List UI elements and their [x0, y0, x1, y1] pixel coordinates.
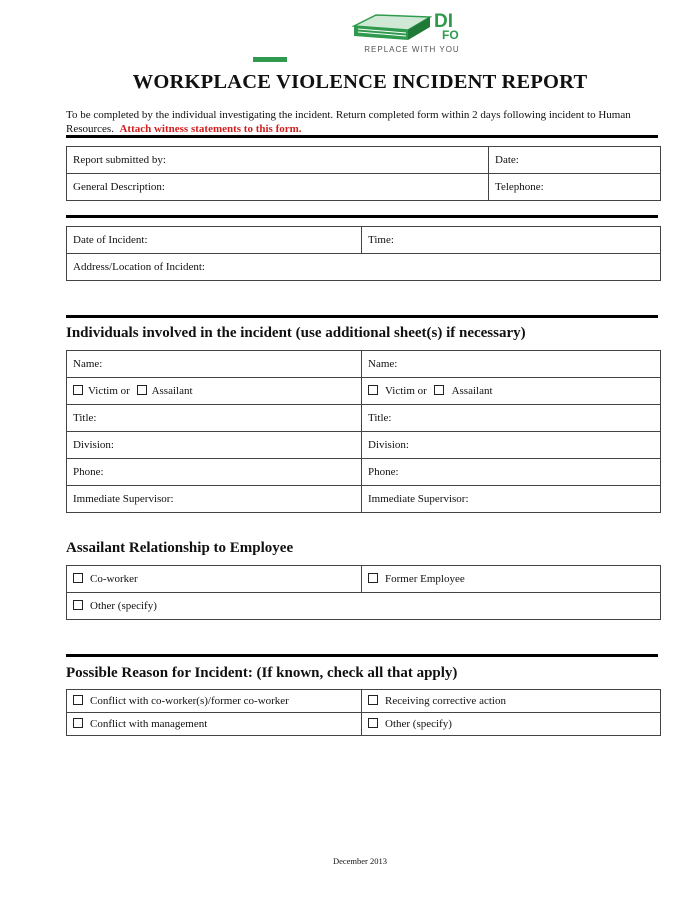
reason-table	[66, 689, 661, 736]
incident-address-label: Address/Location of Incident:	[73, 261, 205, 273]
reason-other-checkbox[interactable]	[368, 718, 378, 728]
divider	[66, 135, 658, 138]
divider	[66, 654, 658, 657]
conflict-coworker-checkbox[interactable]	[73, 695, 83, 705]
date-of-incident-field[interactable]	[67, 227, 362, 254]
reason-heading: Possible Reason for Incident: (If known, check all that apply)	[66, 665, 458, 681]
incident-time-label: Time:	[368, 234, 394, 246]
corrective-action-label: Receiving corrective action	[385, 695, 506, 707]
person2-supervisor-field[interactable]	[362, 486, 661, 513]
divider	[66, 315, 658, 318]
person1-phone-field[interactable]	[67, 459, 362, 486]
victim-label: Victim or	[88, 385, 130, 397]
division-label: Division:	[368, 439, 409, 451]
intro-text	[66, 108, 661, 136]
person2-victim-checkbox[interactable]	[368, 385, 378, 395]
person2-role	[362, 378, 661, 405]
name-label: Name:	[73, 358, 103, 370]
person2-title-field[interactable]	[362, 405, 661, 432]
coworker-option[interactable]	[67, 566, 362, 593]
person1-supervisor-field[interactable]	[67, 486, 362, 513]
report-date-field[interactable]	[489, 147, 661, 174]
individuals-heading: Individuals involved in the incident (use additional sheet(s) if necessary)	[66, 325, 526, 341]
title-label: Title:	[368, 412, 392, 424]
relationship-table	[66, 565, 661, 620]
relationship-other-option[interactable]	[67, 593, 661, 620]
name-label: Name:	[368, 358, 398, 370]
person1-assailant-checkbox[interactable]	[137, 385, 147, 395]
telephone-label: Telephone:	[495, 181, 544, 193]
intro-warning: Attach witness statements to this form.	[119, 123, 302, 135]
intro-instructions: To be completed by the individual investigating the incident. Return completed form within 2 days following incident to Human Resources.	[66, 109, 631, 135]
reason-other-label: Other (specify)	[385, 718, 452, 730]
former-employee-option[interactable]	[362, 566, 661, 593]
logo-icon	[352, 12, 432, 44]
corrective-action-checkbox[interactable]	[368, 695, 378, 705]
division-label: Division:	[73, 439, 114, 451]
conflict-coworker-option[interactable]	[67, 690, 362, 713]
coworker-label: Co-worker	[90, 573, 138, 585]
person1-name-field[interactable]	[67, 351, 362, 378]
victim-label: Victim or	[385, 385, 427, 397]
logo-tagline: REPLACE WITH YOU	[364, 45, 460, 54]
telephone-field[interactable]	[489, 174, 661, 201]
report-submitted-by-label: Report submitted by:	[73, 154, 166, 166]
report-table	[66, 146, 661, 201]
relationship-other-label: Other (specify)	[90, 600, 157, 612]
relationship-heading: Assailant Relationship to Employee	[66, 540, 294, 556]
title-label: Title:	[73, 412, 97, 424]
phone-label: Phone:	[368, 466, 399, 478]
former-employee-label: Former Employee	[385, 573, 465, 585]
person2-phone-field[interactable]	[362, 459, 661, 486]
person2-division-field[interactable]	[362, 432, 661, 459]
person2-assailant-checkbox[interactable]	[434, 385, 444, 395]
footer-date: December 2013	[332, 856, 388, 866]
logo-brand-top: DI	[434, 11, 453, 32]
corrective-action-option[interactable]	[362, 690, 661, 713]
conflict-management-option[interactable]	[67, 713, 362, 736]
conflict-management-label: Conflict with management	[90, 718, 208, 730]
former-employee-checkbox[interactable]	[368, 573, 378, 583]
incident-table	[66, 226, 661, 281]
phone-label: Phone:	[73, 466, 104, 478]
person1-victim-checkbox[interactable]	[73, 385, 83, 395]
logo-brand-bottom: FO	[442, 28, 459, 42]
assailant-label: Assailant	[451, 385, 493, 397]
coworker-checkbox[interactable]	[73, 573, 83, 583]
supervisor-label: Immediate Supervisor:	[368, 493, 469, 505]
reason-other-option[interactable]	[362, 713, 661, 736]
person1-division-field[interactable]	[67, 432, 362, 459]
divider	[66, 215, 658, 218]
supervisor-label: Immediate Supervisor:	[73, 493, 174, 505]
conflict-coworker-label: Conflict with co-worker(s)/former co-worker	[90, 695, 289, 707]
general-description-field[interactable]	[67, 174, 489, 201]
person1-title-field[interactable]	[67, 405, 362, 432]
date-of-incident-label: Date of Incident:	[73, 234, 148, 246]
accent-bar	[253, 57, 287, 62]
assailant-label: Assailant	[151, 385, 193, 397]
company-logo	[352, 12, 472, 58]
person1-role	[67, 378, 362, 405]
general-description-label: General Description:	[73, 181, 165, 193]
individuals-table	[66, 350, 661, 513]
report-date-label: Date:	[495, 154, 519, 166]
relationship-other-checkbox[interactable]	[73, 600, 83, 610]
conflict-management-checkbox[interactable]	[73, 718, 83, 728]
incident-time-field[interactable]	[362, 227, 661, 254]
page-title: WORKPLACE VIOLENCE INCIDENT REPORT	[132, 71, 588, 93]
incident-address-field[interactable]	[67, 254, 661, 281]
person2-name-field[interactable]	[362, 351, 661, 378]
report-submitted-by-field[interactable]	[67, 147, 489, 174]
